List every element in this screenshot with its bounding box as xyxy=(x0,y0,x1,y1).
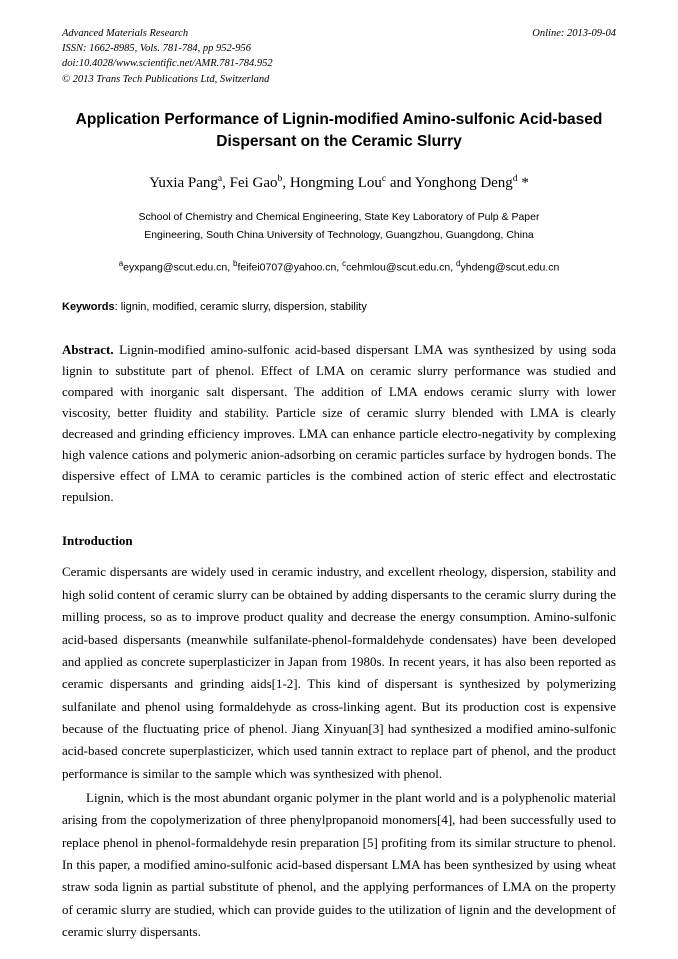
author-separator-2: , xyxy=(282,174,290,191)
author-name-2: Fei Gao xyxy=(229,174,278,191)
introduction-paragraph-2: Lignin, which is the most abundant organic polymer in the plant world and is a polyphenolic material arising from the copolymerization of three phenylpropanoid monomers[4], had been successfully used to replace phenol in phenol-formaldehyde resin preparation [5] profiting from its similar structure to phenol. In this paper, a modified amino-sulfonic acid-based dispersant LMA has been synthesized by using wheat straw soda lignin as partial substitute of phenol, and the applying performances of LMA on the property of ceramic slurry are studied, which can provide guides to the utilization of lignin and the development of ceramic slurry dispersants. xyxy=(62,790,616,940)
email-marker-b: b xyxy=(233,258,238,268)
author-affil-marker-2: b xyxy=(277,173,283,184)
affiliation-line-2: Engineering, South China University of Technology, Guangzhou, Guangdong, China xyxy=(144,229,534,242)
keywords-label: Keywords xyxy=(62,301,115,314)
keywords-value: : lignin, modified, ceramic slurry, dispersion, stability xyxy=(114,301,367,314)
author-list xyxy=(62,174,616,192)
author-emails xyxy=(62,259,616,274)
author-name-3: Hongming Lou xyxy=(289,174,382,191)
email-a: eyxpang@scut.edu.cn, xyxy=(123,261,234,274)
email-c: cehmlou@scut.edu.cn, xyxy=(346,261,457,274)
corresponding-author-marker: * xyxy=(517,174,529,191)
affiliation-line-1: School of Chemistry and Chemical Engineering, State Key Laboratory of Pulp & Paper xyxy=(138,210,540,223)
journal-name: Advanced Materials Research xyxy=(62,28,189,39)
email-marker-d: d xyxy=(456,258,461,268)
email-marker-c: c xyxy=(342,258,347,268)
email-marker-a: a xyxy=(118,258,124,268)
abstract-label: Abstract. xyxy=(62,342,114,358)
affiliation xyxy=(88,208,590,245)
email-b: feifei0707@yahoo.cn, xyxy=(237,261,343,274)
author-separator-1: , xyxy=(222,174,230,191)
abstract-text: Lignin-modified amino-sulfonic acid-based dispersant LMA was synthesized by using soda lignin to substitute part of phenol. Effect of LMA on ceramic slurry performance was studied and compared with inorganic salt dispersant. The addition of LMA endows ceramic slurry with lower viscosity, better fluidity and stability. Particle size of ceramic slurry blended with LMA is clearly decreased and grinding efficiency improves. LMA can enhance particle electro-negativity by complexing high valence cations and polymeric anion-adsorbing on ceramic particles surface by hydrogen bonds. The dispersive effect of LMA to ceramic particles is the combined action of steric effect and electrostatic repulsion. xyxy=(62,342,616,505)
author-affil-marker-1: a xyxy=(217,173,223,184)
author-name-1: Yuxia Pang xyxy=(149,174,218,191)
page-title: Application Performance of Lignin-modified Amino-sulfonic Acid-based Dispersant on the Ceramic Slurry xyxy=(75,110,603,151)
section-heading-introduction: Introduction xyxy=(62,533,133,549)
journal-header xyxy=(62,26,616,87)
author-name-4: Yonghong Deng xyxy=(414,174,513,191)
doi-line: doi:10.4028/www.scientific.net/AMR.781-784.952 xyxy=(62,58,273,70)
issn-line: ISSN: 1662-8985, Vols. 781-784, pp 952-956 xyxy=(62,43,251,55)
copyright-line: © 2013 Trans Tech Publications Ltd, Switzerland xyxy=(62,73,270,85)
online-date: Online: 2013-09-04 xyxy=(532,28,616,39)
author-affil-marker-4: d xyxy=(512,173,518,184)
author-affil-marker-3: c xyxy=(381,173,387,184)
author-separator-3: and xyxy=(386,174,415,191)
email-d: yhdeng@scut.edu.cn xyxy=(460,261,560,274)
introduction-paragraph-1: Ceramic dispersants are widely used in ceramic industry, and excellent rheology, dispersion, stability and high solid content of ceramic slurry can be obtained by adding dispersants to the ceramic slurry during the milling process, so as to improve product quality and decrease the energy consumption. Amino-sulfonic acid-based dispersants (meanwhile sulfanilate-phenol-formaldehyde condensates) have been developed and applied as concrete superplasticizer in Japan from 1980s. In recent years, it has also been reported as ceramic dispersants and grinding aids[1-2]. This kind of dispersant is synthesized by polymerizing sulfanilate and phenol using formaldehyde as cross-linking agent. But its production cost is expensive because of the fluctuating price of phenol. Jiang Xinyuan[3] had synthesized a modified amino-sulfonic acid-based concrete superplasticizer, which used tannin extract to replace part of phenol, and the product performance is similar to the sample which was synthesized with phenol. xyxy=(62,564,616,781)
abstract-paragraph xyxy=(62,339,616,507)
keywords-line xyxy=(62,301,616,313)
